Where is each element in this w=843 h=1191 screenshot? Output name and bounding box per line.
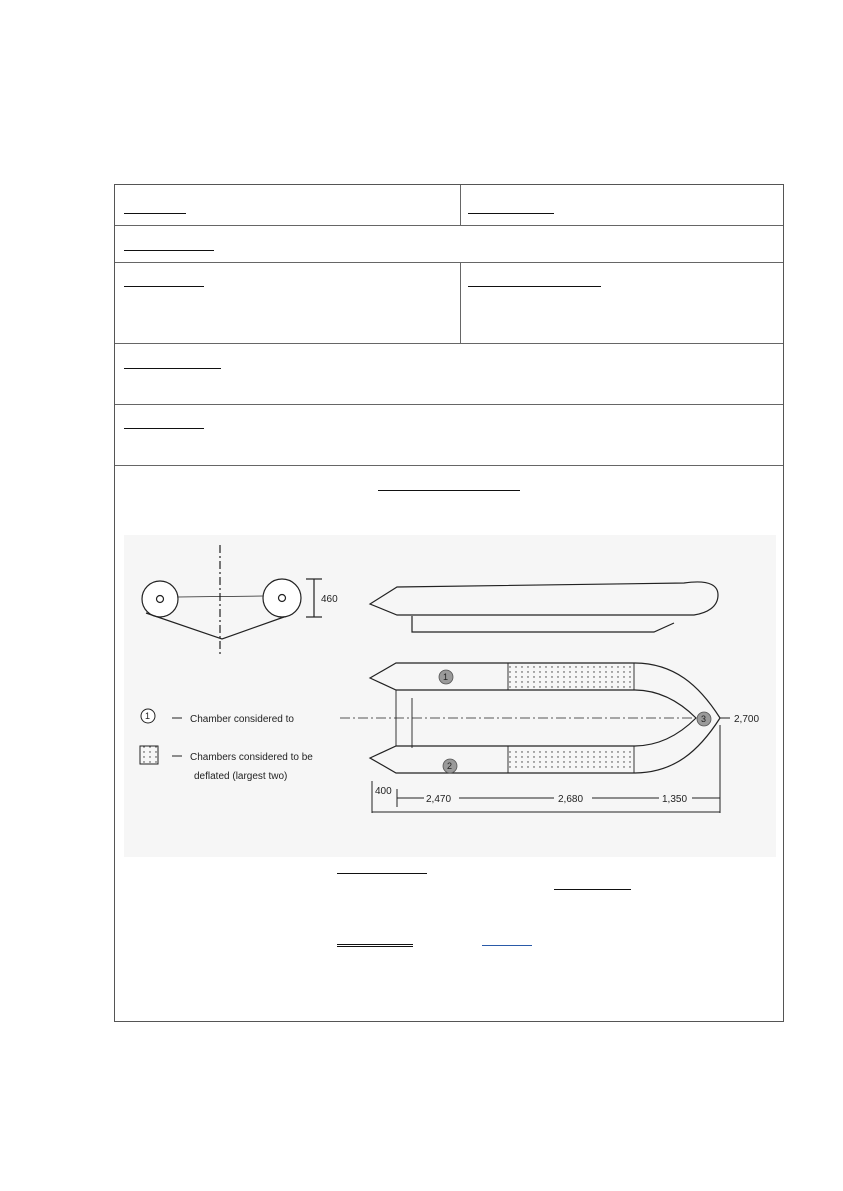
dimension-segment-2: 2,680 [558,794,584,805]
dimension-segment-1: 2,470 [426,794,452,805]
deflated-chamber-hatch [508,666,632,688]
side-view [370,582,718,632]
field-blank [124,286,204,287]
field-blank [482,945,532,946]
field-blank [378,490,520,491]
chamber-number: 1 [443,672,449,682]
legend-chamber-symbol-number: 1 [145,711,151,721]
field-blank [124,428,204,429]
dimension-segment-3: 1,350 [662,794,688,805]
field-blank [337,873,427,874]
column-divider [460,262,461,343]
field-blank [468,286,601,287]
boat-drawing-svg [124,535,776,857]
row-divider [115,343,783,344]
legend-deflated-symbol [140,746,158,764]
chamber-number: 3 [701,714,707,724]
boat-drawing [124,535,776,857]
deflated-chamber-hatch [508,749,632,771]
row-divider [115,465,783,466]
row-divider [115,225,783,226]
column-divider [460,185,461,225]
legend-deflated-label-line2: deflated (largest two) [194,771,288,782]
row-divider [115,262,783,263]
legend-chamber-label: Chamber considered to [190,714,294,725]
field-blank [337,944,413,947]
dimension-tube-height: 460 [321,594,338,605]
chamber-number: 2 [447,761,453,771]
field-blank [124,213,186,214]
cross-section-view [142,545,322,655]
dimension-overall-width: 2,700 [734,714,760,725]
dimension-offset: 400 [375,786,392,797]
field-blank [468,213,554,214]
legend-deflated-label-line1: Chambers considered to be [190,752,313,763]
field-blank [124,250,214,251]
field-blank [554,889,631,890]
row-divider [115,404,783,405]
field-blank [124,368,221,369]
